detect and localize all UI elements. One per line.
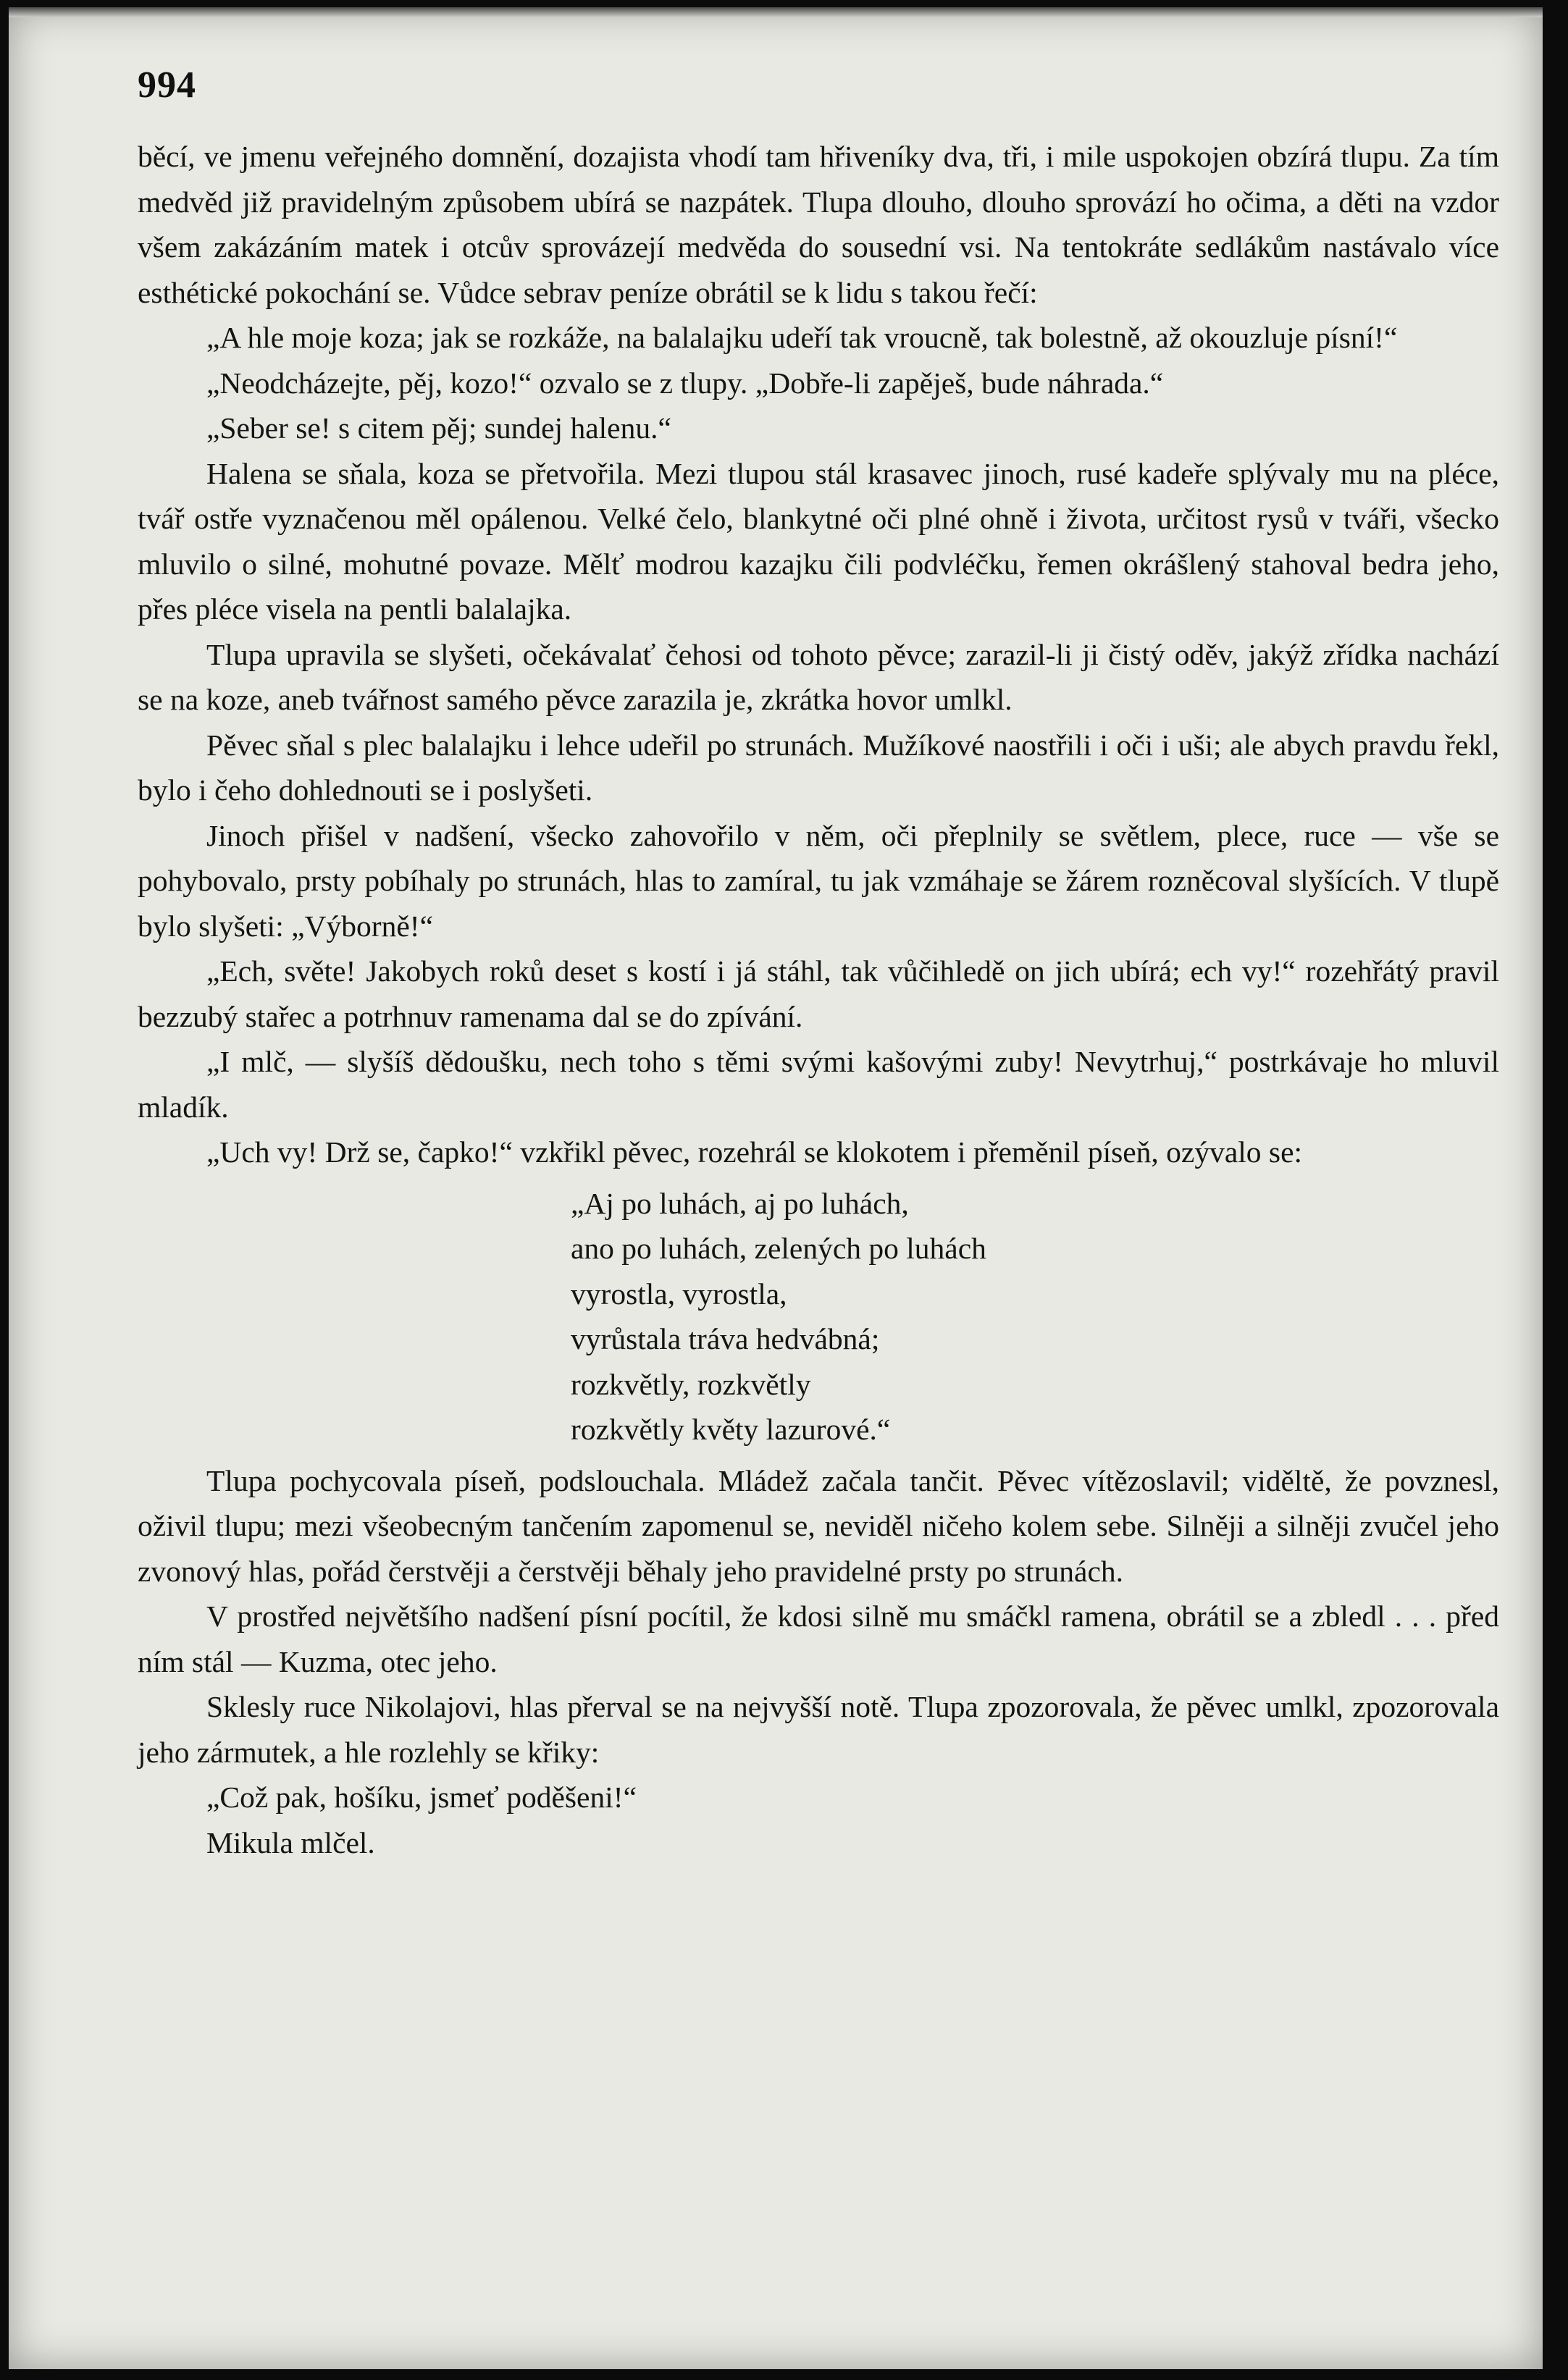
verse-line: „Aj po luhách, aj po luhách, <box>571 1186 909 1220</box>
paragraph: Pěvec sňal s plec balalajku i lehce udeřil po strunách. Mužíkové naostřili i oči i uši; ale abych pravdu řekl, bylo i čeho dohlednouti se i poslyšeti. <box>138 728 1499 807</box>
verse-line: vyrůstala tráva hedvábná; <box>571 1322 880 1355</box>
paragraph: „Uch vy! Drž se, čapko!“ vzkřikl pěvec, rozehrál se klokotem i přeměnil píseň, ozývalo se: <box>206 1135 1303 1169</box>
verse-line: rozkvětly, rozkvětly <box>571 1367 811 1401</box>
verse-line: vyrostla, vyrostla, <box>571 1277 787 1311</box>
scanned-page <box>9 7 1543 2369</box>
paragraph: Sklesly ruce Nikolajovi, hlas přerval se na nejvyšší notě. Tlupa zpozorovala, že pěvec umlkl, zpozorovala jeho zármutek, a hle rozlehly se křiky: <box>138 1690 1499 1769</box>
verse-line: rozkvětly květy lazurové.“ <box>571 1413 891 1446</box>
paragraph: „A hle moje koza; jak se rozkáže, na balalajku udeří tak vroucně, tak bolestně, až okouzluje písní!“ <box>206 321 1398 354</box>
paragraph: Mikula mlčel. <box>206 1825 375 1859</box>
paragraph: „Což pak, hošíku, jsmeť poděšeni!“ <box>206 1780 637 1814</box>
paragraph: Tlupa pochycovala píseň, podslouchala. Mládež začala tančit. Pěvec vítězoslavil; viděltě, že povznesl, oživil tlupu; mezi všeobecným tančením zapomenul se, neviděl ničeho kolem sebe. Silněji a silněji zvučel jeho zvonový hlas, pořád čerstvěji a čerstvěji běhaly jeho pravidelné prsty po strunách. <box>138 1463 1499 1588</box>
song-verse <box>571 1181 1499 1452</box>
paragraph: Jinoch přišel v nadšení, všecko zahovořilo v něm, oči přeplnily se světlem, plece, ruce — vše se pohybovalo, prsty pobíhaly po strunách, hlas to zamíral, tu jak vzmáhaje se žárem rozněcoval slyšících. V tlupě bylo slyšeti: „Výborně!“ <box>138 818 1499 943</box>
paragraph: běcí, ve jmenu veřejného domnění, dozajista vhodí tam hřiveníky dva, tři, i mile uspokojen obzírá tlupu. Za tím medvěd již pravidelným způsobem ubírá se nazpátek. Tlupa dlouho, dlouho sprovází ho očima, a děti na vzdor všem zakázáním matek i otcův sprovázejí medvěda do sousední vsi. Na tentokráte sedlákům nastávalo více esthétické pokochání se. Vůdce sebrav peníze obrátil se k lidu s takou řečí: <box>138 140 1499 309</box>
page-top-edge <box>9 7 1543 17</box>
verse-line: ano po luhách, zelených po luhách <box>571 1232 986 1265</box>
paragraph: „Neodcházejte, pěj, kozo!“ ozvalo se z tlupy. „Dobře-li zapěješ, bude náhrada.“ <box>206 366 1164 400</box>
paragraph: „Seber se! s citem pěj; sundej halenu.“ <box>206 411 671 445</box>
paragraph: „I mlč, — slyšíš dědoušku, nech toho s těmi svými kašovými zuby! Nevytrhuj,“ postrkávaje ho mluvil mladík. <box>138 1045 1499 1124</box>
paragraph: Tlupa upravila se slyšeti, očekávalať čehosi od tohoto pěvce; zarazil-li ji čistý oděv, jakýž zřídka nachází se na koze, aneb tvářnost samého pěvce zarazila je, zkrátka hovor umlkl. <box>138 637 1499 716</box>
page-number: 994 <box>138 64 196 106</box>
paragraph: V prostřed největšího nadšení písní pocítil, že kdosi silně mu smáčkl ramena, obrátil se a zbledl . . . před ním stál — Kuzma, otec jeho. <box>138 1599 1499 1678</box>
paragraph: Halena se sňala, koza se přetvořila. Mezi tlupou stál krasavec jinoch, rusé kadeře splývaly mu na pléce, tvář ostře vyznačenou měl opálenou. Velké čelo, blankytné oči plné ohně i života, určitost rysů v tváři, všecko mluvilo o silné, mohutné povaze. Mělť modrou kazajku čili podvléčku, řemen okrášlený stahoval bedra jeho, přes pléce visela na pentli balalajka. <box>138 456 1499 626</box>
body-text <box>138 134 1499 1865</box>
paragraph: „Ech, světe! Jakobych roků deset s kostí i já stáhl, tak vůčihledě on jich ubírá; ech vy!“ rozehřátý pravil bezzubý stařec a potrhnuv ramenama dal se do zpívání. <box>138 954 1499 1033</box>
